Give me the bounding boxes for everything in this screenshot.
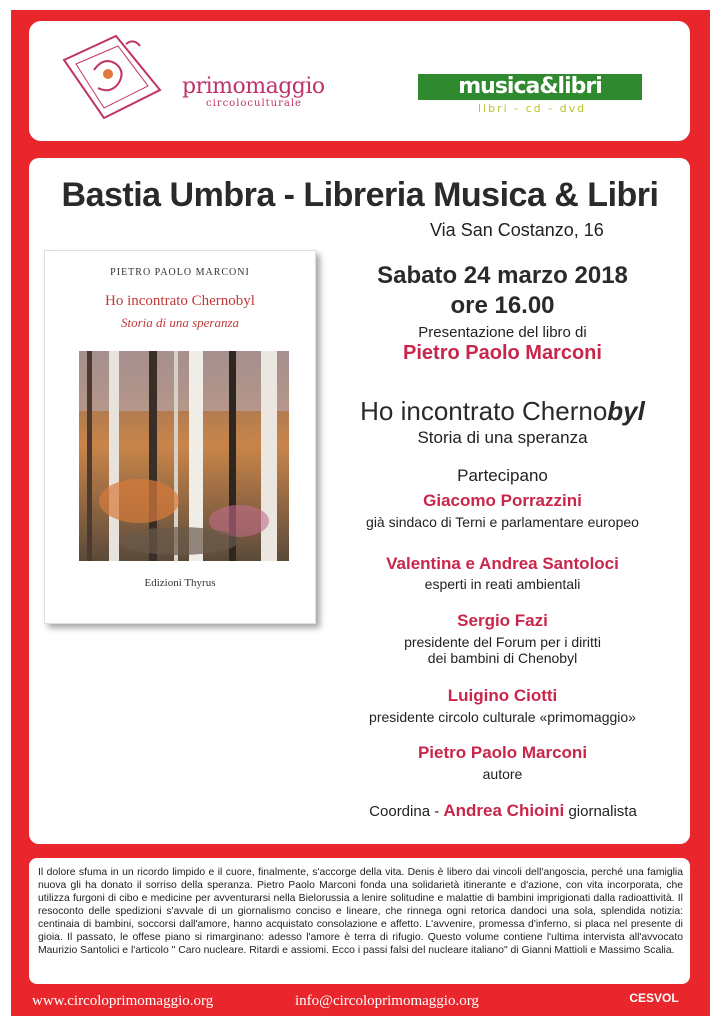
participants-label: Partecipano — [457, 466, 548, 485]
participant-role: presidente circolo culturale «primomaggio» — [369, 709, 636, 725]
coordinator-name: Andrea Chioini — [443, 801, 565, 820]
participant-name: Valentina e Andrea Santoloci — [386, 554, 619, 573]
participant-role-line2: dei bambini di Chenobyl — [427, 650, 578, 666]
book-subtitle: Storia di una speranza — [417, 428, 588, 447]
coordinator-line — [318, 801, 688, 821]
circolo-logo-text: primomaggio — [182, 74, 325, 99]
book-cover-subtitle: Storia di una speranza — [120, 315, 240, 330]
participant-name: Giacomo Porrazzini — [423, 491, 582, 510]
musica-libri-logo-subtext: libri - cd - dvd — [478, 102, 587, 115]
participant-role: già sindaco di Terni e parlamentare europeo — [366, 514, 639, 530]
website-link[interactable]: www.circoloprimomaggio.org — [32, 993, 214, 1009]
venue-address: Via San Costanzo, 16 — [430, 220, 604, 240]
coordinator-suffix: giornalista — [564, 803, 637, 820]
book-cover-forest-image — [79, 351, 289, 561]
email-link[interactable]: info@circoloprimomaggio.org — [295, 993, 479, 1009]
participant — [320, 491, 685, 530]
book-cover-publisher: Edizioni Thyrus — [144, 577, 216, 589]
participant — [320, 743, 685, 782]
book-title-plain: Ho incontrato Cherno — [360, 396, 608, 426]
participant — [320, 686, 685, 725]
book-title-italic: byl — [607, 396, 645, 426]
event-venue-title: Bastia Umbra - Libreria Musica & Libri — [61, 176, 659, 214]
circolo-primomaggio-logo — [56, 30, 166, 125]
coordinator-prefix: Coordina - — [369, 803, 444, 820]
book-cover-title: Ho incontrato Chernobyl — [105, 293, 255, 309]
participant-name: Luigino Ciotti — [447, 686, 558, 705]
musica-libri-logo-text: musica&libri — [418, 74, 642, 100]
event-date: Sabato 24 marzo 2018 — [377, 262, 628, 289]
cesvol-logo — [618, 991, 690, 1013]
book-cover — [44, 250, 316, 624]
circolo-logo-subtext: circoloculturale — [206, 98, 302, 109]
cesvol-logo-text: CESVOL — [629, 991, 679, 1005]
participant-role: autore — [482, 766, 523, 782]
book-cover-author: PIETRO PAOLO MARCONI — [110, 267, 250, 278]
musica-libri-logo — [418, 74, 642, 122]
participant-role: presidente del Forum per i diritti — [404, 634, 601, 650]
participant-role: esperti in reati ambientali — [424, 576, 581, 592]
participant-name: Pietro Paolo Marconi — [417, 743, 588, 762]
event-time: ore 16.00 — [450, 292, 555, 319]
book-title — [320, 396, 685, 427]
participant-name: Sergio Fazi — [457, 611, 548, 630]
book-author-name: Pietro Paolo Marconi — [403, 342, 602, 364]
participant — [320, 611, 685, 666]
participant — [320, 554, 685, 592]
presentation-label: Presentazione del libro di — [418, 324, 587, 341]
book-description: Il dolore sfuma in un ricordo limpido e il cuore, finalmente, s'accorge della vita. Denis è libero dai vincoli dell'angoscia, perché una famiglia nuova gli ha donato il sorriso della speranza. Pietro Paolo Marconi fonda una solidarietà itinerante e d'azione, con vita incorporata, che utilizza furgoni di cibo e medicine per avventurarsi nella Bielorussia a lenire solitudine e malattie di bambini imprigionati dalla radioattività. Il resoconto delle spedizioni s'avvale di un giornalismo conciso e lineare, che rinnega ogni retorica dandoci una sola, splendida notizia: centinaia di bambini, soccorsi dall'amore, hanno acquistato consolazione e affetto. L'avvenire, promessa d'inferno, si placa nel presente di gioia. Il passato, le offese piano si rimarginano: adesso l'amore è terra di rifugio. Questo volume contiene l'ultima intervista all'avvocato Maurizio Santolici e l'articolo " Caro nucleare. Ritardi e assiomi. Ecco i passi falsi del nucleare italiano" di Gianni Mattioli e Massimo Scalia. — [38, 867, 683, 956]
